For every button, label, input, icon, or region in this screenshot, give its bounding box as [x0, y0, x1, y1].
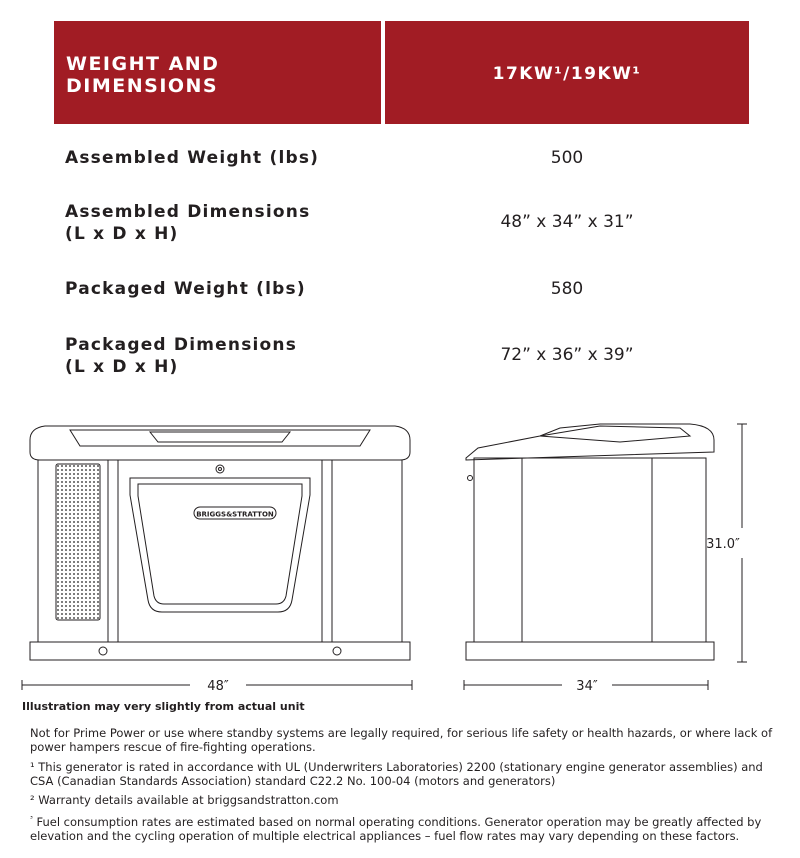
width-label: 48″	[207, 679, 229, 694]
note-marker: ²	[30, 793, 35, 807]
note-warranty	[30, 793, 785, 807]
header-title	[66, 53, 219, 97]
row-value-packaged-dimensions: 72” x 36” x 39”	[500, 345, 634, 365]
front-view	[22, 426, 412, 690]
note-marker: ¹	[30, 760, 35, 774]
row-label-line1: Assembled Weight (lbs)	[65, 148, 320, 168]
row-label-assembled-dimensions	[65, 201, 310, 245]
row-label-line1: Assembled Dimensions	[65, 202, 311, 222]
header-title-cell	[54, 21, 381, 124]
header-model-cell	[385, 21, 749, 124]
header-title-line2: DIMENSIONS	[66, 75, 219, 97]
note-ul-rating	[30, 760, 785, 788]
header-model: 17KW¹/19KW¹	[492, 64, 642, 84]
note-text: This generator is rated in accordance with UL (Underwriters Laboratories) 2200 (stationary engine generator assemblies) and CSA (Canadian Standards Association) standard C22.2 No. 100-04 (motors and generators)	[30, 760, 763, 788]
row-label-assembled-weight	[65, 147, 319, 169]
height-label: 31.0″	[706, 537, 740, 552]
row-label-packaged-dimensions	[65, 334, 297, 378]
note-marker: ³	[30, 815, 33, 823]
row-label-line1: Packaged Dimensions	[65, 335, 298, 355]
side-view	[464, 424, 747, 690]
row-value-packaged-weight: 580	[550, 279, 584, 299]
note-fuel	[30, 812, 785, 843]
row-value-assembled-dimensions: 48” x 34” x 31”	[500, 212, 634, 232]
logo-text: BRIGGS&STRATTON	[196, 510, 274, 519]
row-label-line2: (L x D x H)	[65, 357, 179, 377]
row-value-assembled-weight: 500	[550, 148, 584, 168]
note-text: Warranty details available at briggsandstratton.com	[38, 793, 339, 807]
depth-label: 34″	[576, 679, 598, 694]
illustration-caption: Illustration may very slightly from actual unit	[22, 700, 305, 713]
header-title-line1: WEIGHT AND	[66, 53, 220, 75]
row-label-line2: (L x D x H)	[65, 224, 179, 244]
generator-illustration	[0, 400, 800, 700]
row-label-line1: Packaged Weight (lbs)	[65, 279, 306, 299]
note-text: Fuel consumption rates are estimated based on normal operating conditions. Generator operation may be greatly affected by elevation and the cycling operation of multiple electrical appliances – fuel flow rates may vary depending on these factors.	[30, 814, 762, 843]
note-prime-power: Not for Prime Power or use where standby systems are legally required, for serious life safety or health hazards, or where lack of power hampers rescue of fire-fighting operations.	[30, 726, 773, 754]
row-label-packaged-weight	[65, 278, 306, 300]
